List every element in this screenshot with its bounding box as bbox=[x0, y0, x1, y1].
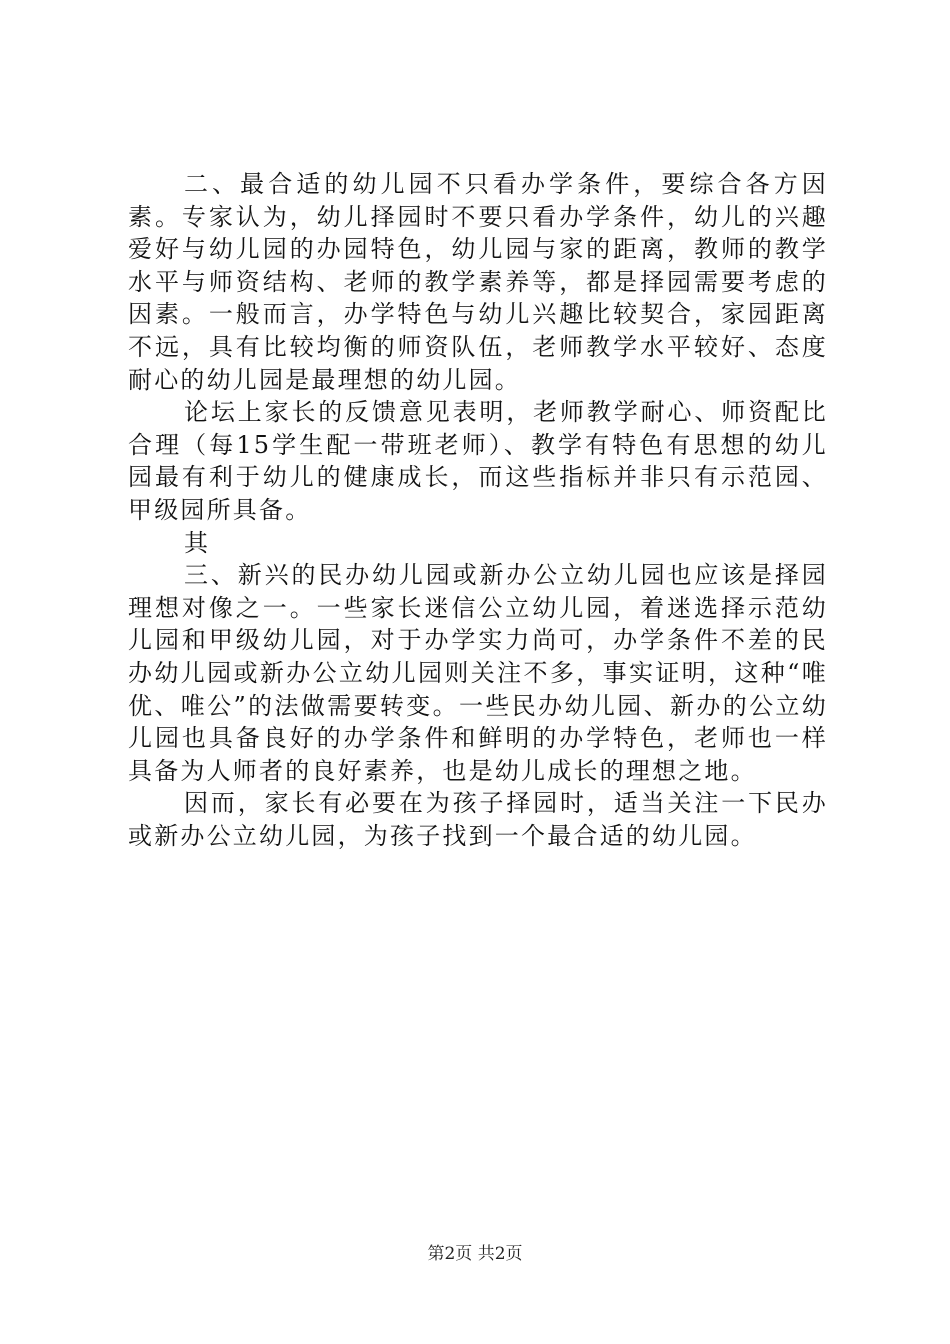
page-footer: 第2页 共2页 bbox=[427, 1244, 523, 1264]
paragraph-criteria: 二、最合适的幼儿园不只看办学条件，要综合各方因素。专家认为，幼儿择园时不要只看办学条件，幼儿的兴趣爱好与幼儿园的办园特色，幼儿园与家的距离，教师的教学水平与师资结构、老师的教学素养等，都是择园需要考虑的因素。一般而言，办学特色与幼儿兴趣比较契合，家园距离不远，具有比较均衡的师资队伍，老师教学水平较好、态度耐心的幼儿园是最理想的幼儿园。 bbox=[128, 170, 828, 394]
paragraph-conclusion: 因而，家长有必要在为孩子择园时，适当关注一下民办或新办公立幼儿园，为孩子找到一个最合适的幼儿园。 bbox=[128, 789, 828, 850]
paragraph-parent-feedback: 论坛上家长的反馈意见表明，老师教学耐心、师资配比合理（每15学生配一带班老师）、教学有特色有思想的幼儿园最有利于幼儿的健康成长，而这些指标并非只有示范园、甲级园所具备。 bbox=[128, 398, 828, 524]
paragraph-private-kindergartens: 三、新兴的民办幼儿园或新办公立幼儿园也应该是择园理想对像之一。一些家长迷信公立幼儿园，着迷选择示范幼儿园和甲级幼儿园，对于办学实力尚可，办学条件不差的民办幼儿园或新办公立幼儿园则关注不多，事实证明，这种“唯优、唯公”的法做需要转变。一些民办幼儿园、新办的公立幼儿园也具备良好的办学条件和鲜明的办学特色，老师也一样具备为人师者的良好素养，也是幼儿成长的理想之地。 bbox=[128, 561, 828, 785]
paragraph-fragment: 其 bbox=[184, 528, 211, 557]
document-body bbox=[128, 168, 828, 852]
